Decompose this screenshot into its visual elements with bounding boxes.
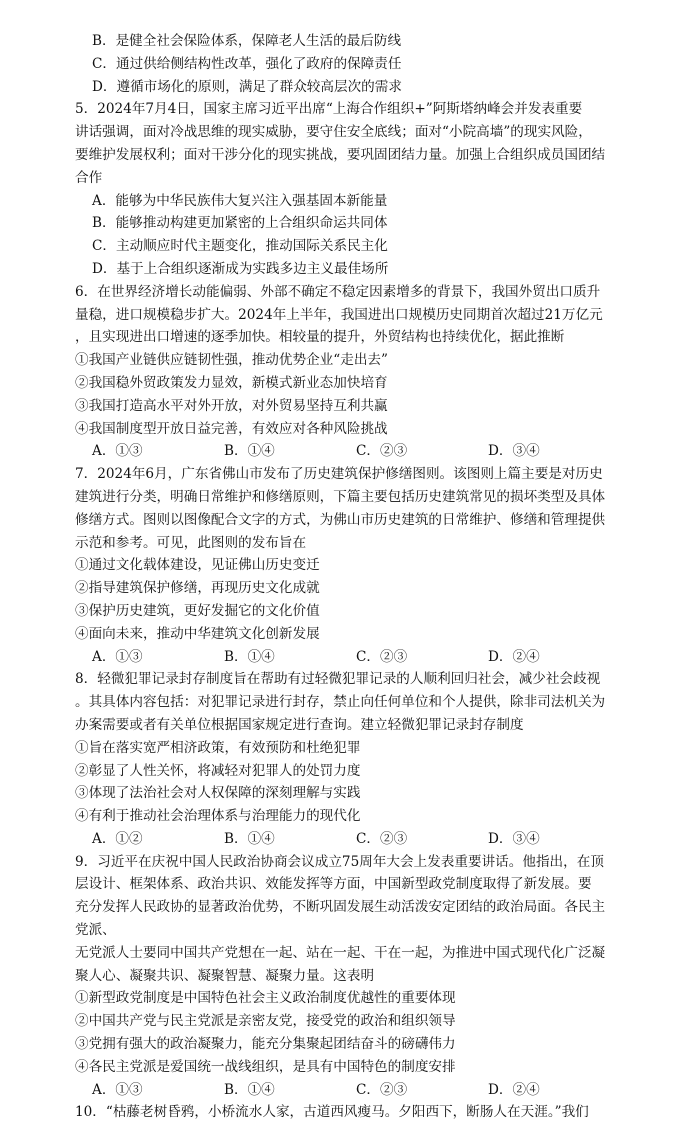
- question-8: [75, 668, 627, 850]
- statement-2: ②彰显了人性关怀，将减轻对犯罪人的处罚力度: [75, 762, 361, 779]
- question-text: 无党派人士要同中国共产党想在一起、站在一起、干在一起，为推进中国式现代化广泛凝: [75, 944, 606, 961]
- choice-d: D．②④: [488, 648, 540, 665]
- answer-choices: [75, 440, 627, 463]
- question-text: 10．“枯藤老树昏鸦，小桥流水人家，古道西风瘦马。夕阳西下，断肠人在天涯。”我们: [75, 1104, 589, 1121]
- question-10: [75, 1101, 627, 1124]
- statement-2: ②我国稳外贸政策发力显效，新模式新业态加快培育: [75, 374, 388, 391]
- question-text: 建筑进行分类，明确日常维护和修缮原则，下篇主要包括历史建筑常见的损坏类型及具体: [75, 488, 606, 505]
- answer-choices: [75, 646, 627, 669]
- statement-3: ③体现了法治社会对人权保障的深刻理解与实践: [75, 785, 361, 802]
- statement-2: ②中国共产党与民主党派是亲密友党，接受党的政治和组织领导: [75, 1013, 456, 1030]
- question-text: 5．2024年7月4日，国家主席习近平出席“上海合作组织+”阿斯塔纳峰会并发表重要: [75, 101, 583, 118]
- choice-a: A．①③: [92, 1081, 143, 1098]
- option-c: C．主动顺应时代主题变化，推动国际关系民主化: [92, 238, 388, 255]
- question-text: 党派、: [75, 922, 116, 939]
- question-4-tail: [75, 30, 627, 98]
- statement-3: ③党拥有强大的政治凝聚力，能充分集聚起团结奋斗的磅礴伟力: [75, 1036, 456, 1053]
- statement-4: ④面向未来，推动中华建筑文化创新发展: [75, 625, 320, 642]
- statement-4: ④我国制度型开放日益完善，有效应对各种风险挑战: [75, 420, 388, 437]
- question-5: [75, 98, 627, 280]
- question-text: 7．2024年6月，广东省佛山市发布了历史建筑保护修缮图则。该图则上篇主要是对历史: [75, 466, 603, 483]
- question-9: [75, 851, 627, 1102]
- choice-b: B．①④: [224, 830, 275, 847]
- choice-c: C．②③: [356, 443, 408, 460]
- question-text: 量稳，进口规模稳步扩大。2024年上半年，我国进出口规模历史同期首次超过21万亿元: [75, 306, 603, 323]
- statement-4: ④有利于推动社会治理体系与治理能力的现代化: [75, 808, 361, 825]
- answer-choices: [75, 828, 627, 851]
- choice-b: B．①④: [224, 1081, 275, 1098]
- option-a: A．能够为中华民族伟大复兴注入强基固本新能量: [92, 192, 388, 209]
- statement-1: ①旨在落实宽严相济政策，有效预防和杜绝犯罪: [75, 739, 361, 756]
- option-b: B．是健全社会保险体系，保障老人生活的最后防线: [92, 33, 402, 49]
- choice-c: C．②③: [356, 1081, 408, 1098]
- choice-c: C．②③: [356, 648, 408, 665]
- question-7: [75, 463, 627, 668]
- choice-c: C．②③: [356, 830, 408, 847]
- statement-3: ③保护历史建筑，更好发掘它的文化价值: [75, 602, 320, 619]
- question-text: 9．习近平在庆祝中国人民政治协商会议成立75周年大会上发表重要讲话。他指出，在顶: [75, 853, 604, 870]
- question-text: 6．在世界经济增长动能偏弱、外部不确定不稳定因素增多的背景下，我国外贸出口质升: [75, 283, 601, 300]
- statement-2: ②指导建筑保护修缮，再现历史文化成就: [75, 580, 320, 597]
- choice-d: D．③④: [488, 830, 540, 847]
- question-text: 充分发挥人民政协的显著政治优势，不断巩固发展生动活泼安定团结的政治局面。各民主: [75, 899, 606, 916]
- question-text: 示范和参考。可见，此图则的发布旨在: [75, 534, 307, 551]
- question-text: 。其具体内容包括：对犯罪记录进行封存，禁止向任何单位和个人提供，除非司法机关为: [75, 694, 606, 711]
- option-d: D．基于上合组织逐渐成为实践多边主义最佳场所: [92, 260, 389, 277]
- option-b: B．能够推动构建更加紧密的上合组织命运共同体: [92, 215, 388, 232]
- statement-1: ①我国产业链供应链韧性强，推动优势企业“走出去”: [75, 352, 388, 369]
- choice-a: A．①③: [92, 648, 143, 665]
- option-c: C．通过供给侧结构性改革，强化了政府的保障责任: [92, 55, 402, 72]
- statement-1: ①新型政党制度是中国特色社会主义政治制度优越性的重要体现: [75, 990, 456, 1007]
- question-text: 8．轻微犯罪记录封存制度旨在帮助有过轻微犯罪记录的人顺利回归社会，减少社会歧视: [75, 671, 601, 688]
- option-d: D．遵循市场化的原则，满足了群众较高层次的需求: [92, 78, 402, 95]
- question-text: 层设计、框架体系、政治共识、效能发挥等方面，中国新型政党制度取得了新发展。要: [75, 876, 592, 893]
- question-text: ，且实现进出口增速的逐季加快。相较量的提升，外贸结构也持续优化，据此推断: [75, 329, 565, 346]
- question-text: 聚人心、凝聚共识、凝聚智慧、凝聚力量。这表明: [75, 967, 375, 984]
- question-text: 讲话强调，面对冷战思维的现实威胁，要守住安全底线；面对“小院高墙”的现实风险，: [75, 124, 592, 141]
- choice-d: D．②④: [488, 1081, 540, 1098]
- choice-a: A．①③: [92, 443, 143, 460]
- question-text: 修缮方式。图则以图像配合文字的方式，为佛山市历史建筑的日常维护、修缮和管理提供: [75, 511, 606, 528]
- choice-b: B．①④: [224, 443, 275, 460]
- question-text: 要维护发展权利；面对干涉分化的现实挑战，要巩固团结力量。加强上合组织成员国团结: [75, 146, 606, 163]
- choice-d: D．③④: [488, 443, 540, 460]
- statement-1: ①通过文化载体建设，见证佛山历史变迁: [75, 557, 320, 574]
- question-text: 合作: [75, 169, 103, 186]
- choice-a: A．①②: [92, 830, 143, 847]
- question-6: [75, 281, 627, 463]
- choice-b: B．①④: [224, 648, 275, 665]
- answer-choices: [75, 1079, 627, 1102]
- statement-3: ③我国打造高水平对外开放，对外贸易坚持互利共赢: [75, 397, 388, 414]
- statement-4: ④各民主党派是爱国统一战线组织，是具有中国特色的制度安排: [75, 1058, 456, 1075]
- question-text: 办案需要或者有关单位根据国家规定进行查询。建立轻微犯罪记录封存制度: [75, 716, 524, 733]
